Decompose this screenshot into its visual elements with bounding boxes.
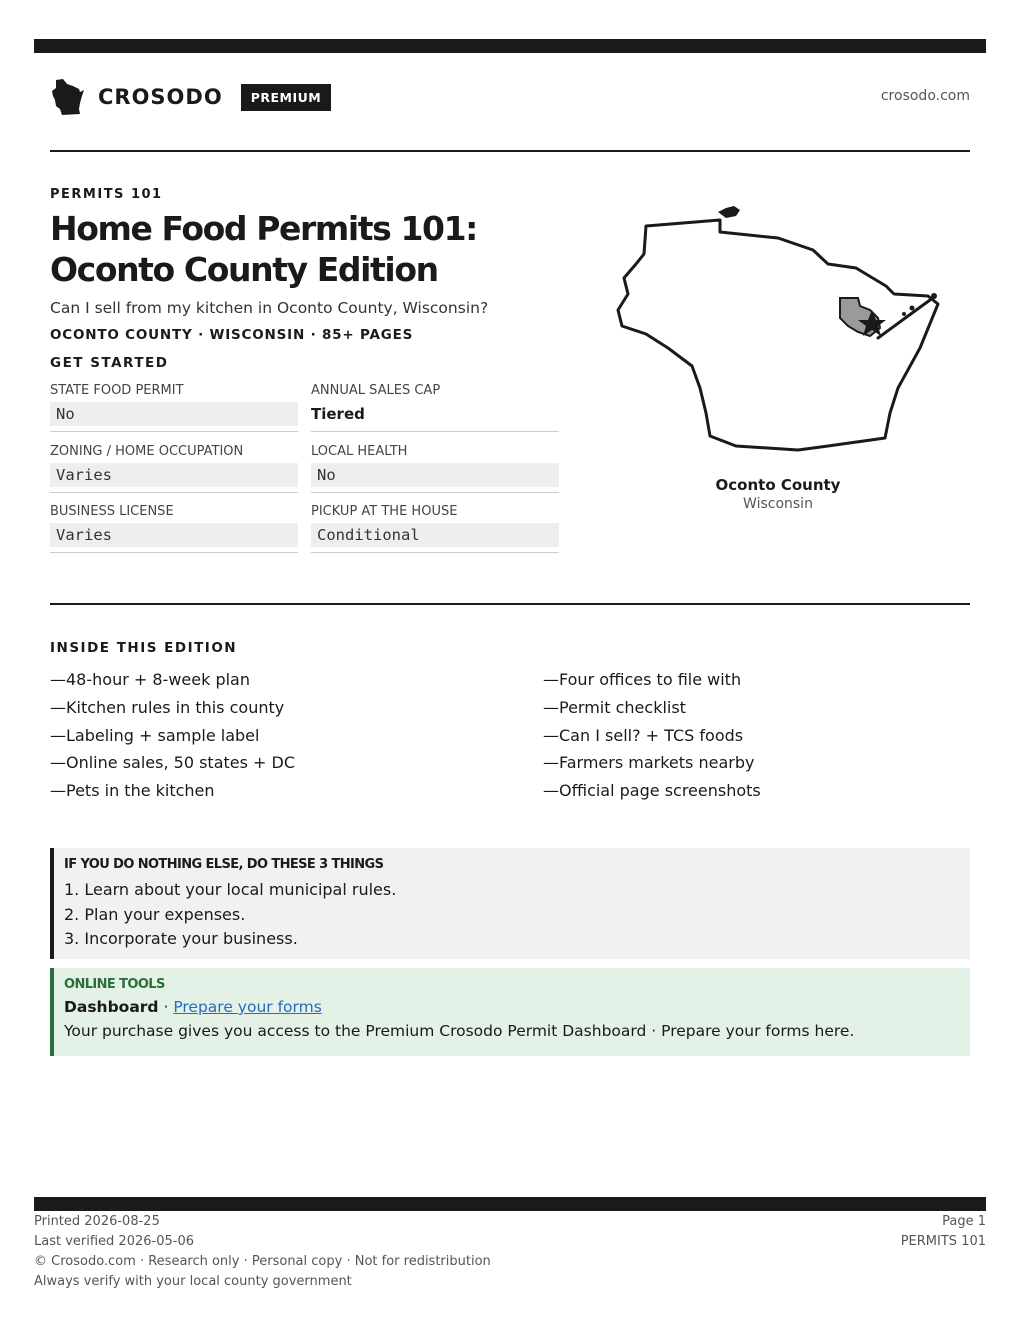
zoning-cell xyxy=(50,444,298,493)
local-health-cell xyxy=(311,444,559,493)
state-outline xyxy=(618,220,938,450)
header-divider xyxy=(50,150,970,152)
kicker: PERMITS 101 xyxy=(50,187,163,202)
toc-item: —Labeling + sample label xyxy=(50,725,260,745)
header xyxy=(50,76,970,118)
grid-value: No xyxy=(311,463,559,487)
lake-michigan-cut xyxy=(878,300,930,338)
get-started-label: GET STARTED xyxy=(50,355,169,371)
top-bar xyxy=(34,39,986,53)
island-dot xyxy=(910,306,915,311)
grid-label: BUSINESS LICENSE xyxy=(50,504,174,519)
grid-value: No xyxy=(50,402,298,426)
grid-value: Conditional xyxy=(311,523,559,547)
meta-line: OCONTO COUNTY · WISCONSIN · 85+ PAGES xyxy=(50,327,414,343)
toc-item: —Four offices to file with xyxy=(543,670,742,689)
tools-description: Your purchase gives you access to the Premium Crosodo Permit Dashboard · Prepare your forms here. xyxy=(64,1022,855,1040)
grid-label: PICKUP AT THE HOUSE xyxy=(311,504,458,519)
island-dot xyxy=(902,312,906,316)
footer-section: PERMITS 101 xyxy=(900,1234,986,1249)
footer-bar xyxy=(34,1197,986,1211)
page-number: Page 1 xyxy=(942,1214,986,1229)
list-item: 2. Plan your expenses. xyxy=(64,904,246,924)
map-county-name: Oconto County xyxy=(715,476,841,494)
apostle-islands xyxy=(718,206,740,218)
verify-note: Always verify with your local county government xyxy=(34,1274,352,1289)
toc-item: —Online sales, 50 states + DC xyxy=(50,753,296,773)
printed-date: Printed 2026-08-25 xyxy=(34,1214,160,1229)
brand[interactable] xyxy=(50,76,331,118)
footer-left xyxy=(34,1212,491,1292)
wisconsin-logo-icon xyxy=(50,76,88,118)
business-license-cell xyxy=(50,504,298,553)
map-caption xyxy=(678,476,878,512)
toc-item: —Farmers markets nearby xyxy=(543,753,755,773)
grid-label: LOCAL HEALTH xyxy=(311,444,408,459)
three-things-list xyxy=(64,878,970,952)
separator: · xyxy=(158,998,174,1016)
toc-item: —48-hour + 8-week plan xyxy=(50,670,250,689)
brand-name: CROSODO xyxy=(98,85,223,109)
section-divider xyxy=(50,603,970,605)
copyright: © Crosodo.com · Research only · Personal copy · Not for redistribution xyxy=(34,1254,491,1269)
online-tools-callout xyxy=(50,968,970,1056)
dashboard-label: Dashboard xyxy=(64,998,159,1016)
grid-label: STATE FOOD PERMIT xyxy=(50,383,184,398)
site-url[interactable]: crosodo.com xyxy=(880,88,970,104)
subtitle: Can I sell from my kitchen in Oconto County, Wisconsin? xyxy=(50,299,489,317)
page-title: Home Food Permits 101: Oconto County Edition xyxy=(50,209,477,289)
verified-date: Last verified 2026-05-06 xyxy=(34,1234,194,1249)
toc-item: —Can I sell? + TCS foods xyxy=(543,725,744,745)
island-dot xyxy=(931,293,937,299)
toc-item: —Kitchen rules in this county xyxy=(50,697,285,717)
three-things-callout xyxy=(50,848,970,959)
pickup-cell xyxy=(311,504,559,553)
toc-right-column xyxy=(543,666,761,805)
map-state-name: Wisconsin xyxy=(743,496,813,512)
footer-right xyxy=(901,1212,986,1252)
callout-title: IF YOU DO NOTHING ELSE, DO THESE 3 THINGS xyxy=(64,857,384,872)
tools-line xyxy=(64,998,970,1016)
list-item: 1. Learn about your local municipal rules. xyxy=(64,880,397,899)
wisconsin-map xyxy=(608,198,948,458)
toc-item: —Permit checklist xyxy=(543,697,686,717)
grid-value: Varies xyxy=(50,523,298,547)
toc-item: —Pets in the kitchen xyxy=(50,781,215,801)
grid-value: Varies xyxy=(50,463,298,487)
grid-label: ZONING / HOME OCCUPATION xyxy=(50,444,244,459)
list-item: 3. Incorporate your business. xyxy=(64,929,298,948)
premium-badge: PREMIUM xyxy=(241,84,332,111)
toc-left-column xyxy=(50,666,295,805)
callout-title: ONLINE TOOLS xyxy=(64,977,165,992)
grid-value: Tiered xyxy=(311,405,365,423)
inside-edition-label: INSIDE THIS EDITION xyxy=(50,640,238,656)
toc-item: —Official page screenshots xyxy=(543,781,761,801)
annual-sales-cap-cell xyxy=(311,383,559,432)
prepare-forms-link[interactable]: Prepare your forms xyxy=(173,998,322,1016)
state-food-permit-cell xyxy=(50,383,298,432)
grid-label: ANNUAL SALES CAP xyxy=(311,383,441,398)
